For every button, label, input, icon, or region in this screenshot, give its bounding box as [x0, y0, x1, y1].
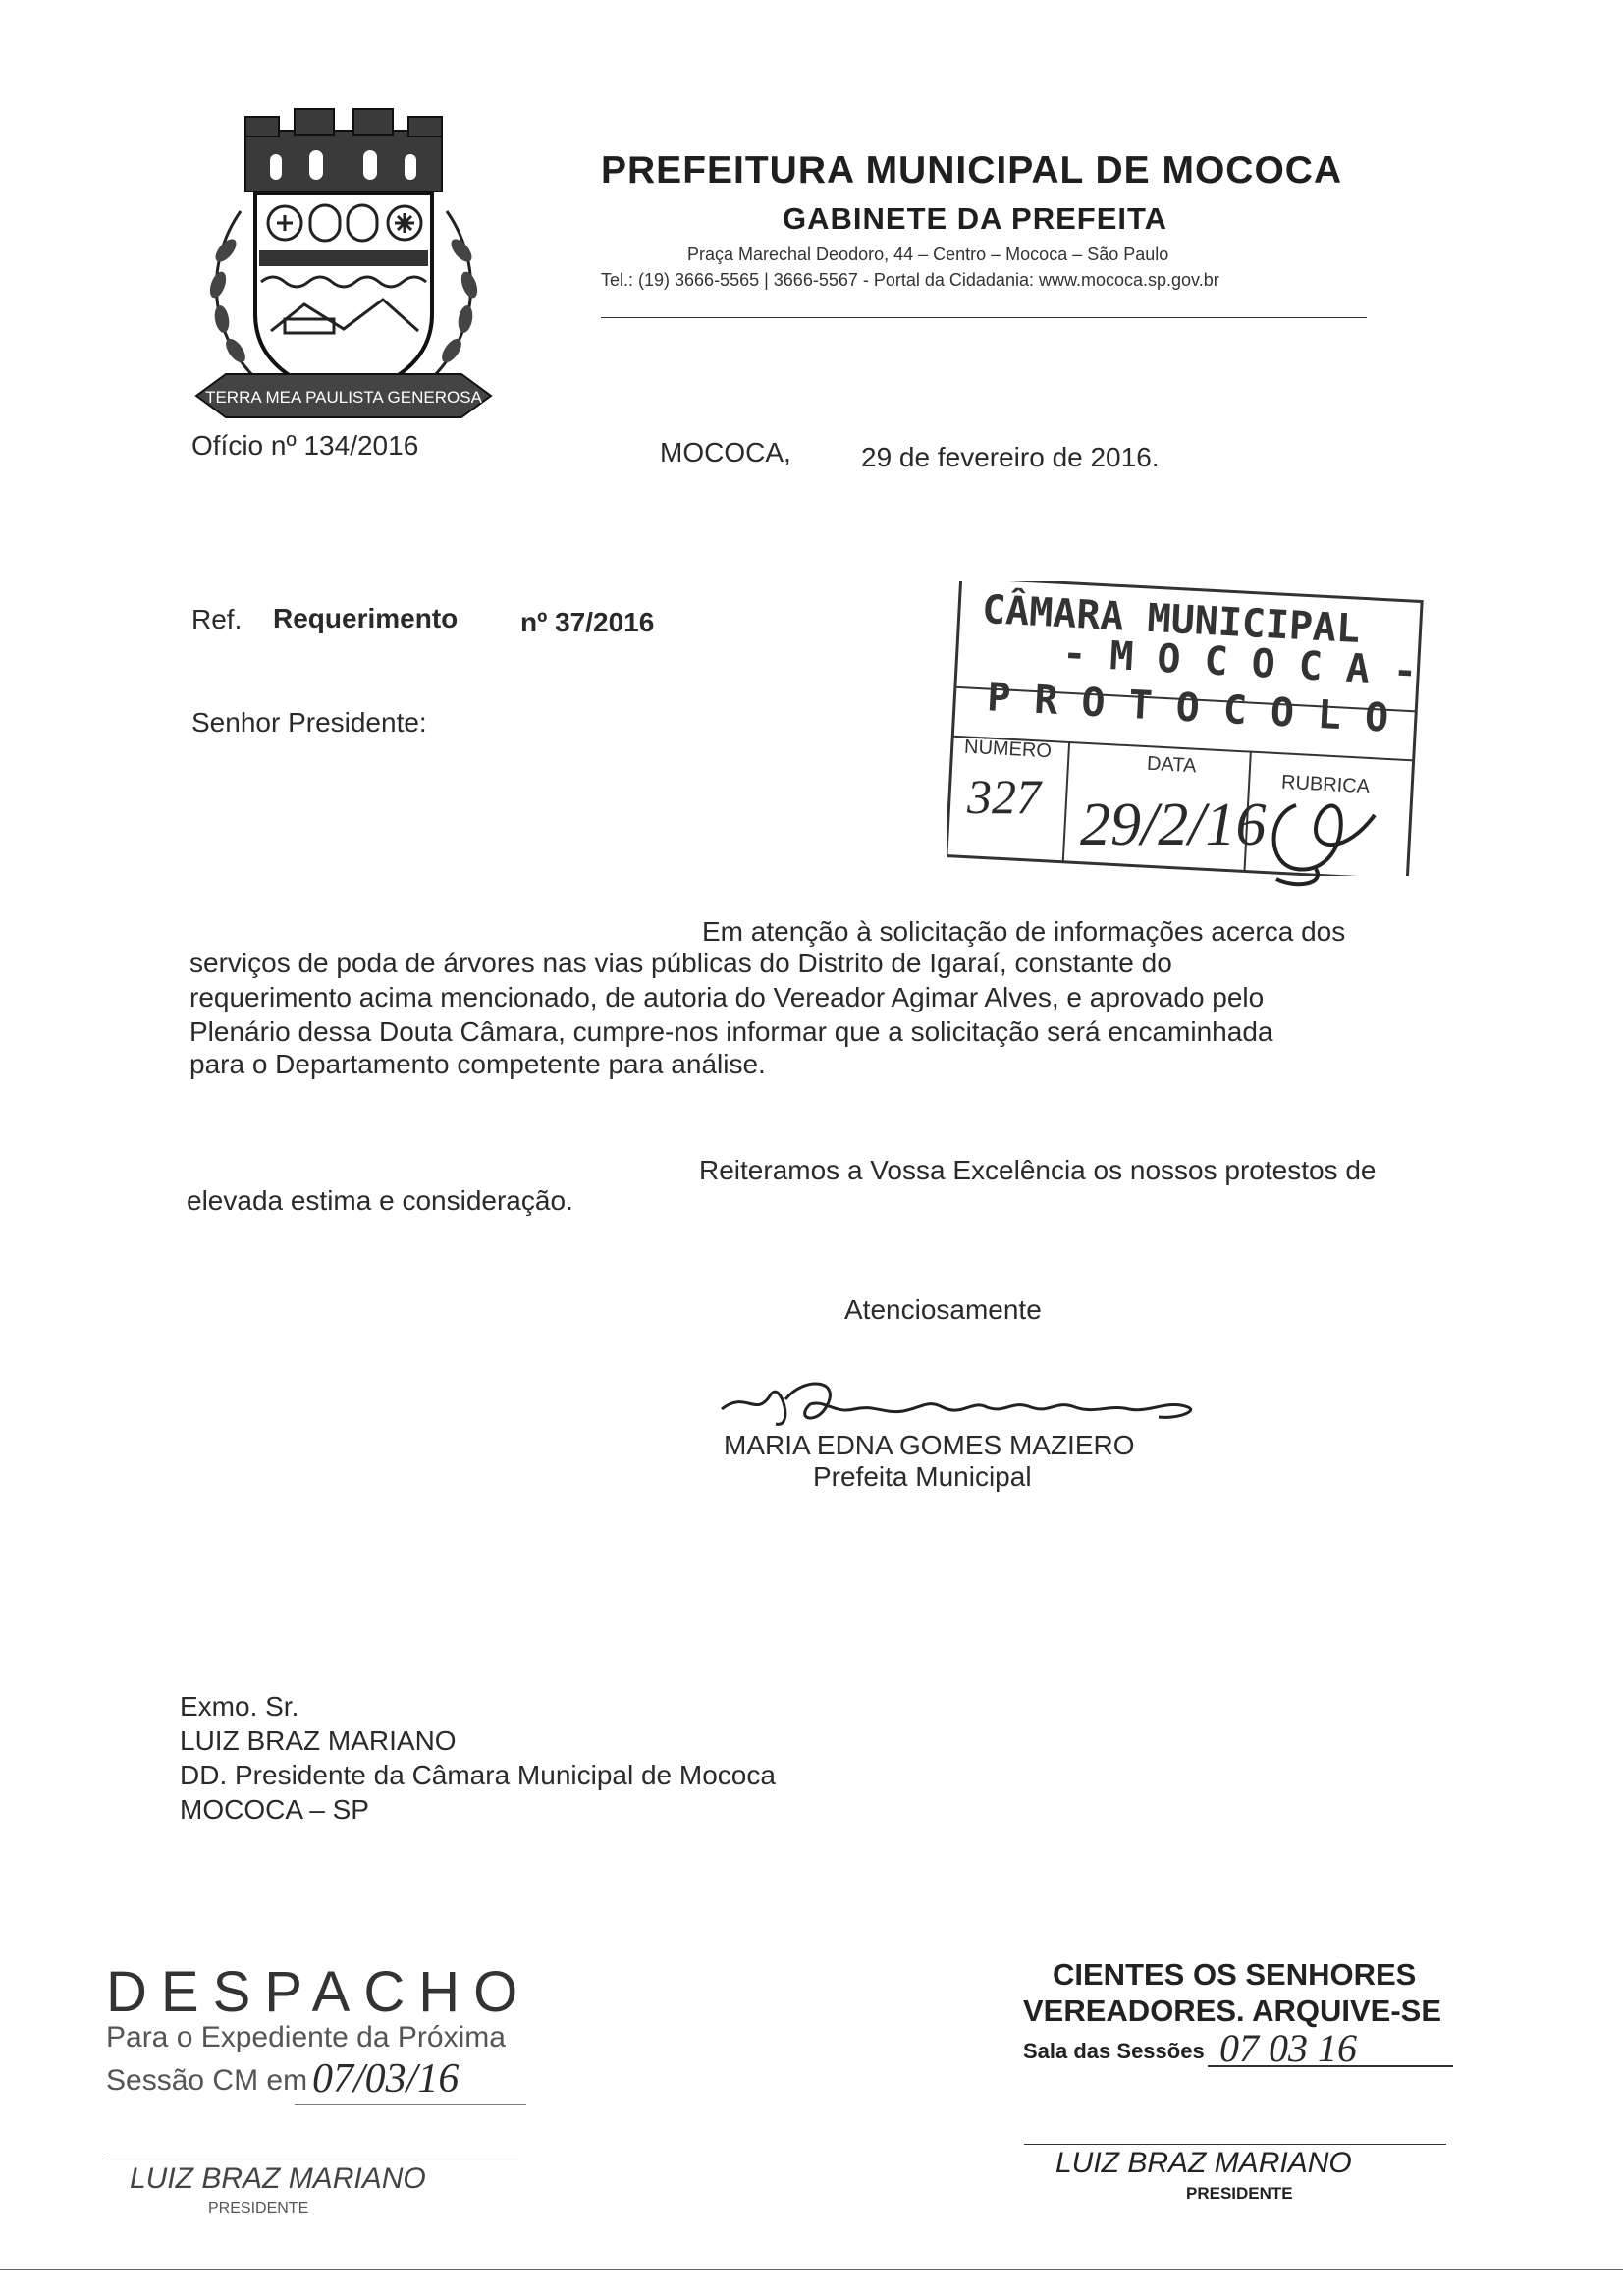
para2-line1: Reiteramos a Vossa Excelência os nossos protestos de: [699, 1155, 1377, 1185]
para1-line2: serviços de poda de árvores nas vias públicas do Distrito de Igaraí, constante do: [189, 948, 1172, 978]
stamp-numero-handwritten: 327: [967, 769, 1041, 824]
prefeita-signature: [717, 1370, 1208, 1439]
cientes-signature-rule: [1024, 2144, 1446, 2145]
stamp-col-rubrica: RUBRICA: [1280, 771, 1371, 798]
stamp-line1: CÂMARA MUNICIPAL: [981, 586, 1362, 653]
header-address: Praça Marechal Deodoro, 44 – Centro – Mococa – São Paulo: [687, 245, 1169, 264]
crest-motto: TERRA MEA PAULISTA GENEROSA: [205, 388, 482, 407]
cientes-role: PRESIDENTE: [1186, 2184, 1293, 2203]
despacho-date-handwritten: 07/03/16: [312, 2056, 460, 2102]
recipient-name: LUIZ BRAZ MARIANO: [180, 1725, 457, 1756]
despacho-line1: Para o Expediente da Próxima: [106, 2021, 506, 2053]
cientes-line1: CIENTES OS SENHORES: [1053, 1957, 1417, 1992]
signer-name: MARIA EDNA GOMES MAZIERO: [724, 1430, 1135, 1460]
despacho-line2: Sessão CM em: [106, 2064, 308, 2097]
stamp-col-data: DATA: [1146, 752, 1197, 778]
recipient-city: MOCOCA – SP: [180, 1794, 369, 1825]
cientes-line3: Sala das Sessões: [1023, 2039, 1205, 2063]
header-title: PREFEITURA MUNICIPAL DE MOCOCA: [601, 149, 1343, 191]
recipient-role: DD. Presidente da Câmara Municipal de Mococa: [180, 1760, 776, 1790]
para2-line2: elevada estima e consideração.: [187, 1185, 573, 1216]
municipal-crest: [187, 103, 501, 427]
header-subtitle: GABINETE DA PREFEITA: [783, 201, 1168, 236]
despacho-title: DESPACHO: [106, 1960, 532, 2024]
header-divider: [601, 317, 1367, 318]
para1-line3: requerimento acima mencionado, de autoria do Vereador Agimar Alves, e aprovado pelo: [189, 982, 1265, 1012]
cientes-date-handwritten: 07 03 16: [1219, 2026, 1357, 2070]
recipient-salutation: Exmo. Sr.: [180, 1691, 299, 1722]
stamp-rubrica-signature: [1257, 786, 1394, 894]
para1-line1: Em atenção à solicitação de informações acerca dos: [702, 916, 1346, 947]
cientes-signer: LUIZ BRAZ MARIANO: [1055, 2147, 1352, 2179]
letter-city: MOCOCA,: [660, 437, 791, 467]
despacho-date-rule: [295, 2104, 526, 2105]
letter-date: 29 de fevereiro de 2016.: [861, 442, 1160, 472]
cientes-line2: VEREADORES. ARQUIVE-SE: [1023, 1994, 1442, 2028]
cientes-date-rule: [1208, 2065, 1453, 2067]
ref-number: nº 37/2016: [520, 607, 655, 637]
ref-label: Ref.: [191, 604, 243, 634]
header-contact: Tel.: (19) 3666-5565 | 3666-5567 - Portal da Cidadania: www.mococa.sp.gov.br: [601, 270, 1219, 290]
page-bottom-edge: [0, 2269, 1623, 2270]
para1-line4: Plenário dessa Douta Câmara, cumpre-nos informar que a solicitação será encaminhada: [189, 1016, 1273, 1047]
closing: Atenciosamente: [844, 1294, 1042, 1325]
stamp-col-numero: NÚMERO: [963, 736, 1053, 763]
stamp-date-handwritten: 29/2/16: [1080, 792, 1267, 858]
stamp-line2: - M O C O C A -: [1061, 630, 1419, 695]
stamp-line3: P R O T O C O L O: [986, 675, 1390, 741]
oficio-number: Ofício nº 134/2016: [191, 430, 419, 461]
para1-line5: para o Departamento competente para análise.: [189, 1049, 766, 1079]
despacho-signer: LUIZ BRAZ MARIANO: [130, 2162, 426, 2195]
despacho-role: PRESIDENTE: [208, 2200, 309, 2216]
signer-title: Prefeita Municipal: [813, 1461, 1032, 1492]
ref-document: Requerimento: [273, 603, 459, 633]
salutation: Senhor Presidente:: [191, 707, 427, 738]
